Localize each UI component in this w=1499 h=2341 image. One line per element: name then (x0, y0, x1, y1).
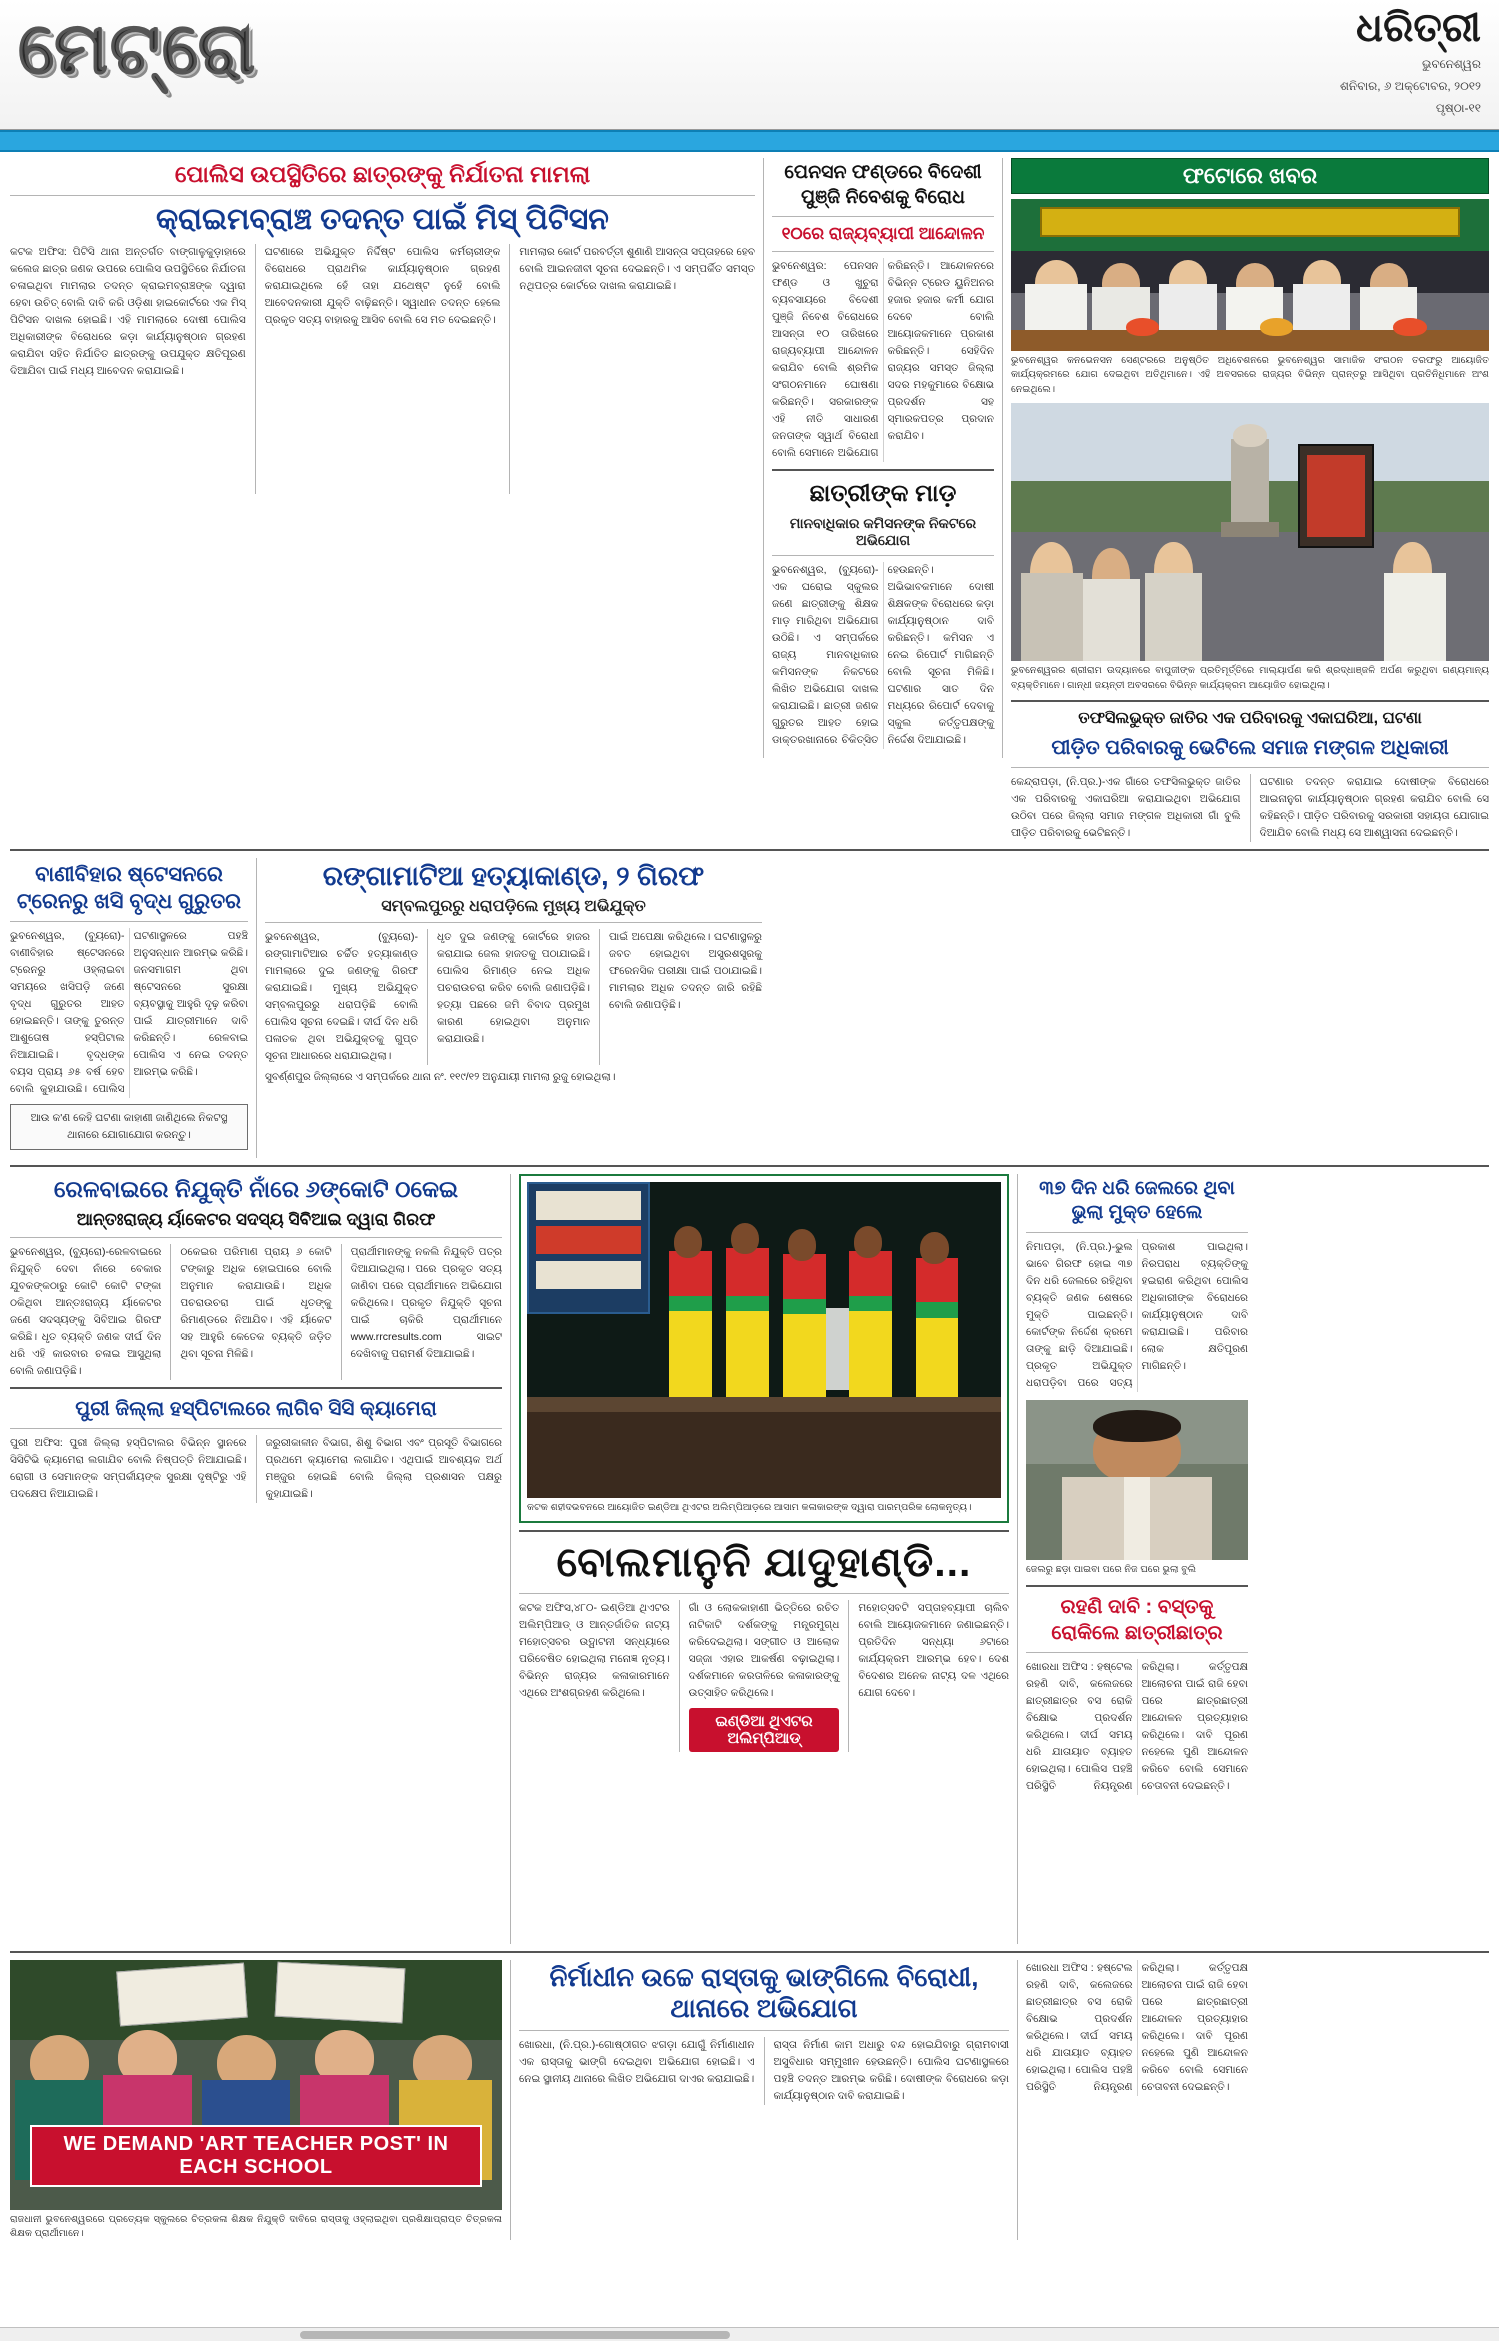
bottom-right-col (1026, 1960, 1248, 2242)
bottom-row (10, 1960, 1489, 2242)
cctv-col-1: ପୁରୀ ଅଫିସ: ପୁରୀ ଜିଲ୍ଲା ହସ୍ପିଟାଲର ବିଭିନ୍ନ ସ୍ଥାନରେ ସିସିଟିଭି କ୍ୟାମେରା ଲଗାଯିବ ବୋଲି ନିଷ୍ପତ୍ତି ନିଆଯାଇଛି। ରୋଗୀ ଓ ସେମାନଙ୍କ ସମ୍ପର୍କୀୟଙ୍କ ସୁରକ୍ଷା ଦୃଷ୍ଟିରୁ ଏହି ପଦକ୍ଷେପ ନିଆଯାଇଛି। (10, 1437, 247, 1501)
demand-body: ଖୋରଧା ଅଫିସ : ହଷ୍ଟେଲ ରହଣି ଦାବି, କଲେଜରେ ଛାତ୍ରୀଛାତ୍ର ବସ ରୋକି ବିକ୍ଷୋଭ ପ୍ରଦର୍ଶନ କରିଥିଲେ। ଦୀର୍ଘ ସମୟ ଧରି ଯାତାୟାତ ବ୍ୟାହତ ହୋଇଥିଲା। ପୋଲିସ ପହଞ୍ଚି ପରିସ୍ଥିତି ନିୟନ୍ତ୍ରଣ କରିଥିଲା। କର୍ତ୍ତୃପକ୍ଷ ଆଲୋଚନା ପାଇଁ ରାଜି ହେବା ପରେ ଛାତ୍ରଛାତ୍ରୀ ଆନ୍ଦୋଳନ ପ୍ରତ୍ୟାହାର କରିଥିଲେ। ଦାବି ପୂରଣ ନହେଲେ ପୁଣି ଆନ୍ଦୋଳନ କରିବେ ବୋଲି ସେମାନେ ଚେତାବନୀ ଦେଇଛନ୍ତି। (1026, 1660, 1248, 1792)
photo-man (1026, 1400, 1248, 1560)
page-content (0, 152, 1499, 2242)
protest-banner-text: WE DEMAND 'ART TEACHER POST' IN EACH SCHOOL (30, 2125, 483, 2187)
sc-col-1: କେନ୍ଦ୍ରାପଡ଼ା, (ନି.ପ୍ର.)-ଏକ ଗାଁରେ ତଫସିଲଭୁକ୍ତ ଜାତିର ଏକ ପରିବାରକୁ ଏକାଘରିଆ କରାଯାଇଥିବା ଅଭିଯୋଗ ଉଠିବା ପରେ ଜିଲ୍ଲା ସମାଜ ମଙ୍ଗଳ ଅଧିକାରୀ ଗାଁ ବୁଲି ପୀଡ଼ିତ ପରିବାରକୁ ଭେଟିଛନ୍ତି। (1011, 775, 1241, 839)
railway-body (10, 1244, 502, 1380)
caption-stage: କଟକ ଶହୀଦଭବନରେ ଆୟୋଜିତ ଇଣ୍ଡିଆ ଥିଏଟର ଅଲିମ୍ପିଆଡ଼ରେ ଆସାମ କଳାକାରଙ୍କ ଦ୍ୱାରା ପାରମ୍ପରିକ ଲୋକନୃତ୍ୟ। (527, 1501, 972, 1513)
lead-story-col (10, 158, 755, 842)
theatre-col-3: ମହୋତ୍ସବଟି ସପ୍ତାହବ୍ୟାପୀ ଚାଲିବ ବୋଲି ଆୟୋଜକମାନେ ଜଣାଇଛନ୍ତି। ପ୍ରତିଦିନ ସନ୍ଧ୍ୟା ୬ଟାରେ କାର୍ଯ୍ୟକ୍ରମ ଆରମ୍ଭ ହେବ। ଦେଶ ବିଦେଶର ଅନେକ ନାଟ୍ୟ ଦଳ ଏଥିରେ ଯୋଗ ଦେବେ। (858, 1602, 1010, 1700)
rangamatia-subhead: ସମ୍ବଲପୁରରୁ ଧରାପଡ଼ିଲେ ମୁଖ୍ୟ ଅଭିଯୁକ୍ତ (381, 898, 646, 916)
lead-col-2: ଘଟଣାରେ ଅଭିଯୁକ୍ତ ନିର୍ଦ୍ଦିଷ୍ଟ ପୋଲିସ କର୍ମଚାରୀଙ୍କ ବିରୋଧରେ ପ୍ରାଥମିକ କାର୍ଯ୍ୟାନୁଷ୍ଠାନ ଗ୍ରହଣ କରାଯାଇଥିଲେ ହେଁ ତାହା ଯଥେଷ୍ଟ ନୁହେଁ ବୋଲି ଆବେଦନକାରୀ ଯୁକ୍ତି ବାଢ଼ିଛନ୍ତି। ସ୍ୱାଧୀନ ତଦନ୍ତ ହେଲେ ପ୍ରକୃତ ସତ୍ୟ ବାହାରକୁ ଆସିବ ବୋଲି ସେ ମତ ଦେଇଛନ୍ତି। (264, 245, 501, 326)
third-row (10, 1174, 1489, 1944)
railway-headline: ରେଳବାଇରେ ନିଯୁକ୍ତି ନାଁରେ ୬ଙ୍କୋଟି ଠକେଇ (53, 1175, 459, 1202)
railway-col-3: ପ୍ରାର୍ଥୀମାନଙ୍କୁ ନକଲି ନିଯୁକ୍ତି ପତ୍ର ଦିଆଯାଇଥିଲା। ପରେ ପ୍ରକୃତ ସତ୍ୟ ଜାଣିବା ପରେ ପ୍ରାର୍ଥୀମାନେ ଅଭିଯୋଗ କରିଥିଲେ। ପ୍ରକୃତ ନିଯୁକ୍ତି ସୂଚନା ପାଇଁ ଚାକିରି ପ୍ରାର୍ଥୀମାନେ www.rrcresults.com ସାଇଟ ଦେଖିବାକୁ ପରାମର୍ଶ ଦିଆଯାଇଛି। (350, 1246, 502, 1361)
lead-col-1: କଟକ ଅଫିସ: ପିଟିସି ଥାନା ଅନ୍ତର୍ଗତ ବାଙ୍ଗାଳୁକୁଡ଼ାହାରେ କଲେଜ ଛାତ୍ର ଜଣକ ଉପରେ ପୋଲିସ ଉପସ୍ଥିତିରେ ନିର୍ଯାତନା ଚଳାଇଥିବା ମାମଲାର ତଦନ୍ତ କ୍ରାଇମବ୍ରାଞ୍ଚଙ୍କ ଦ୍ୱାରା ହେବା ଉଚିତ୍ ବୋଲି ଦାବି କରି ଓଡ଼ିଶା ହାଇକୋର୍ଟରେ ଏକ ମିସ୍ ପିଟିସନ ଦାଖଲ ହୋଇଛି। ଏହି ମାମଲାରେ ଦୋଷୀ ପୋଲିସ ଅଧିକାରୀଙ୍କ ବିରୋଧରେ କଡ଼ା କାର୍ଯ୍ୟାନୁଷ୍ଠାନ ଗ୍ରହଣ କରାଯିବା ସହିତ ନିର୍ଯାତିତ ଛାତ୍ରଙ୍କୁ ଉପଯୁକ୍ତ କ୍ଷତିପୂରଣ ଦିଆଯିବା ପାଇଁ ମଧ୍ୟ ଆବେଦନ କରାଯାଇଛି। (10, 245, 246, 377)
pension-headline: ପେନସନ ଫଣ୍ଡରେ ବିଦେଶୀ ପୁଞ୍ଜି ନିବେଶକୁ ବିରୋଧ (784, 162, 982, 208)
second-row (10, 858, 1489, 1158)
road-col (519, 1960, 1009, 2242)
caption-meeting: ଭୁବନେଶ୍ୱର କନଭେନସନ ସେଣ୍ଟରରେ ଅନୁଷ୍ଠିତ ଅଧିବେଶନରେ ଭୁବନେଶ୍ୱର ସାମାଜିକ ସଂଗଠନ ତରଫରୁ ଆୟୋଜିତ କାର୍ଯ୍ୟକ୍ରମରେ ଯୋଗ ଦେଇଥିବା ଅତିଥିମାନେ। ଏହି ଅବସରରେ ରାଜ୍ୟର ବିଭିନ୍ନ ପ୍ରାନ୍ତରୁ ଆସିଥିବା ପ୍ରତିନିଧିମାନେ ଅଂଶ ନେଇଥିଲେ। (1011, 355, 1489, 395)
brand-page: ପୃଷ୍ଠା-୧୧ (1435, 101, 1481, 115)
student-subhead: ମାନବାଧିକାର କମିସନଙ୍କ ନିକଟରେ ଅଭିଯୋଗ (789, 514, 977, 548)
theatre-col-1: କଟକ ଅଫିସ,୪୮୦- ଇଣ୍ଡିଆ ଥିଏଟର ଅଲିମ୍ପିଆଡ୍ ଓ ଆନ୍ତର୍ଜାତିକ ନାଟ୍ୟ ମହୋତ୍ସବର ଉଦ୍ଘାଟନୀ ସନ୍ଧ୍ୟାରେ ପରିବେଷିତ ହୋଇଥିଲା ମନୋଜ୍ଞ ନୃତ୍ୟ। ବିଭିନ୍ନ ରାଜ୍ୟର କଳାକାରମାନେ ଏଥିରେ ଅଂଶଗ୍ରହଣ କରିଥିଲେ। (519, 1602, 670, 1700)
brand-place: ଭୁବନେଶ୍ୱର (1422, 57, 1481, 71)
bottom-right-body: ଖୋରଧା ଅଫିସ : ହଷ୍ଟେଲ ରହଣି ଦାବି, କଲେଜରେ ଛାତ୍ରୀଛାତ୍ର ବସ ରୋକି ବିକ୍ଷୋଭ ପ୍ରଦର୍ଶନ କରିଥିଲେ। ଦୀର୍ଘ ସମୟ ଧରି ଯାତାୟାତ ବ୍ୟାହତ ହୋଇଥିଲା। ପୋଲିସ ପହଞ୍ଚି ପରିସ୍ଥିତି ନିୟନ୍ତ୍ରଣ କରିଥିଲା। କର୍ତ୍ତୃପକ୍ଷ ଆଲୋଚନା ପାଇଁ ରାଜି ହେବା ପରେ ଛାତ୍ରଛାତ୍ରୀ ଆନ୍ଦୋଳନ ପ୍ରତ୍ୟାହାର କରିଥିଲେ। ଦାବି ପୂରଣ ନହେଲେ ପୁଣି ଆନ୍ଦୋଳନ କରିବେ ବୋଲି ସେମାନେ ଚେତାବନୀ ଦେଇଛନ୍ତି। (1026, 1961, 1248, 2093)
blue-divider-bar (0, 130, 1499, 152)
banibihar-note-box: ଆଉ କ'ଣ କେହି ଘଟଣା କାହାଣୀ ଜାଣିଥିଲେ ନିକଟସ୍ଥ ଥାନାରେ ଯୋଗାଯୋଗ କରନ୍ତୁ। (10, 1104, 248, 1150)
caption-statue: ଭୁବନେଶ୍ୱରର ଶ୍ରୀରାମ ଉଦ୍ୟାନରେ ବାପୁଜୀଙ୍କ ପ୍ରତିମୂର୍ତ୍ତିରେ ମାଲ୍ୟାର୍ପଣ କରି ଶ୍ରଦ୍ଧାଞ୍ଜଳି ଅର୍ପଣ କରୁଥିବା ଗଣ୍ୟମାନ୍ୟ ବ୍ୟକ୍ତିମାନେ। ଗାନ୍ଧୀ ଜୟନ୍ତୀ ଅବସରରେ ବିଭିନ୍ନ କାର୍ଯ୍ୟକ୍ରମ ଆୟୋଜିତ ହୋଇଥିଲା। (1011, 665, 1489, 691)
banibihar-col (10, 858, 248, 1158)
theatre-tag: ଇଣ୍ଡିଆ ଥିଏଟର ଅଲିମ୍ପିଆଡ୍ (689, 1708, 840, 1752)
railway-col-2: ଠକେଇର ପରିମାଣ ପ୍ରାୟ ୬ କୋଟି ଟଙ୍କାରୁ ଅଧିକ ହୋଇପାରେ ବୋଲି ଅନୁମାନ କରାଯାଉଛି। ଅଧିକ ପଚରାଉଚରା ପାଇଁ ଧୃତଙ୍କୁ ରିମାଣ୍ଡରେ ନିଆଯିବ। ଏହି ର୍ୟାକେଟ ସହ ଆହୁରି କେତେକ ବ୍ୟକ୍ତି ଜଡ଼ିତ ଥିବା ସୂଚନା ମିଳିଛି। (180, 1246, 332, 1361)
theatre-col-2-wrap (689, 1600, 840, 1752)
jail-headline: ୩୭ ଦିନ ଧରି ଜେଲରେ ଥିବା ଭୁଲା ମୁକ୍ତ ହେଲେ (1039, 1177, 1235, 1224)
sc-headline: ତଫସିଲଭୁକ୍ତ ଜାତିର ଏକ ପରିବାରକୁ ଏକାଘରିଆ, ଘଟଣା (1078, 709, 1422, 727)
photo-meeting (1011, 199, 1489, 351)
lead-headline: କ୍ରାଇମବ୍ରାଞ୍ଚ ତଦନ୍ତ ପାଇଁ ମିସ୍ ପିଟିସନ (156, 202, 609, 236)
caption-man: ଜେଲରୁ ଛଡ଼ା ପାଇବା ପରେ ନିଜ ଘରେ ଭୁଲା ବୁଲି (1026, 1564, 1197, 1576)
theatre-feature-title: ବୋଲମାନୁନି ଯାଦୁହାଣ୍ଡି... (556, 1539, 972, 1586)
pension-subhead: ୧୦ରେ ରାଜ୍ୟବ୍ୟାପୀ ଆନ୍ଦୋଳନ (781, 224, 985, 244)
masthead (0, 0, 1499, 130)
theatre-col (519, 1174, 1009, 1944)
sc-headline2: ପୀଡ଼ିତ ପରିବାରକୁ ଭେଟିଲେ ସମାଜ ମଙ୍ଗଳ ଅଧିକାରୀ (1051, 736, 1449, 759)
student-body: ଭୁବନେଶ୍ୱର, (ବ୍ୟୁରୋ)-ଏକ ଘରୋଇ ସ୍କୁଲର ଜଣେ ଛାତ୍ରୀଙ୍କୁ ଶିକ୍ଷକ ମାଡ଼ ମାରିଥିବା ଅଭିଯୋଗ ଉଠିଛି। ଏ ସମ୍ପର୍କରେ ରାଜ୍ୟ ମାନବାଧିକାର କମିସନଙ୍କ ନିକଟରେ ଲିଖିତ ଅଭିଯୋଗ ଦାଖଲ କରାଯାଇଛି। ଛାତ୍ରୀ ଜଣକ ଗୁରୁତର ଆହତ ହୋଇ ଡାକ୍ତରଖାନାରେ ଚିକିତ୍ସିତ ହେଉଛନ୍ତି। ଅଭିଭାବକମାନେ ଦୋଷୀ ଶିକ୍ଷକଙ୍କ ବିରୋଧରେ କଡ଼ା କାର୍ଯ୍ୟାନୁଷ୍ଠାନ ଦାବି କରିଛନ୍ତି। କମିସନ ଏ ନେଇ ରିପୋର୍ଟ ମାଗିଛନ୍ତି ବୋଲି ସୂଚନା ମିଳିଛି। ଘଟଣାର ସାତ ଦିନ ମଧ୍ୟରେ ରିପୋର୍ଟ ଦେବାକୁ ସ୍କୁଲ କର୍ତ୍ତୃପକ୍ଷଙ୍କୁ ନିର୍ଦ୍ଦେଶ ଦିଆଯାଇଛି। (772, 563, 994, 746)
cctv-headline: ପୁରୀ ଜିଲ୍ଲା ହସ୍ପିଟାଲରେ ଲାଗିବ ସିସି କ୍ୟାମେରା (75, 1398, 437, 1421)
theatre-col-2: ଗାଁ ଓ ଲୋକକାହାଣୀ ଭିତ୍ତିରେ ରଚିତ ନାଟିକାଟି ଦର୍ଶକଙ୍କୁ ମନ୍ତ୍ରମୁଗ୍ଧ କରିଦେଇଥିଲା। ସଙ୍ଗୀତ ଓ ଆଲୋକ ସଜ୍ଜା ଏହାର ଆକର୍ଷଣ ବଢ଼ାଇଥିଲା। ଦର୍ଶକମାନେ କରତାଳିରେ କଳାକାରଙ୍କୁ ଉତ୍ସାହିତ କରିଥିଲେ। (688, 1602, 840, 1700)
protest-photo-col (10, 1960, 502, 2242)
metro-logo: ମେଟ୍ରୋ (18, 9, 258, 89)
lead-col-3: ମାମଲାର କୋର୍ଟ ପରବର୍ତ୍ତୀ ଶୁଣାଣି ଆସନ୍ତା ସପ୍ତାହରେ ହେବ ବୋଲି ଆଇନଜୀବୀ ସୂଚନା ଦେଇଛନ୍ତି। ଏ ସମ୍ପର୍କିତ ସମସ୍ତ ନଥିପତ୍ର କୋର୍ଟରେ ଦାଖଲ କରାଯାଇଛି। (519, 245, 756, 292)
railway-headline2: ଆନ୍ତଃରାଜ୍ୟ ର୍ୟାକେଟର ସଦସ୍ୟ ସିବିଆଇ ଦ୍ୱାରା ଗିରଫ (76, 1210, 436, 1230)
scrollbar-thumb[interactable] (300, 2331, 730, 2339)
theatre-photo-box (519, 1174, 1009, 1523)
rangamatia-body (265, 929, 762, 1065)
brand-name: ଧରିତ୍ରୀ (1356, 6, 1481, 50)
banibihar-body: ଭୁବନେଶ୍ୱର, (ବ୍ୟୁରୋ)-ବାଣୀବିହାର ଷ୍ଟେସନରେ ଟ୍ରେନରୁ ଓହ୍ଲାଇବା ସମୟରେ ଖସିପଡ଼ି ଜଣେ ବୃଦ୍ଧ ଗୁରୁତର ଆହତ ହୋଇଛନ୍ତି। ତାଙ୍କୁ ତୁରନ୍ତ ଆଶୁତୋଷ ହସ୍ପିଟାଲ ନିଆଯାଇଛି। ବୃଦ୍ଧଙ୍କ ବୟସ ପ୍ରାୟ ୬୫ ବର୍ଷ ହେବ ବୋଲି କୁହାଯାଉଛି। ପୋଲିସ ଘଟଣାସ୍ଥଳରେ ପହଞ୍ଚି ଅନୁସନ୍ଧାନ ଆରମ୍ଭ କରିଛି। ଜନସମାଗମ ଥିବା ଷ୍ଟେସନରେ ସୁରକ୍ଷା ବ୍ୟବସ୍ଥାକୁ ଆହୁରି ଦୃଢ଼ କରିବା ପାଇଁ ଯାତ୍ରୀମାନେ ଦାବି କରିଛନ୍ତି। ରେଳବାଇ ପୋଲିସ ଏ ନେଇ ତଦନ୍ତ ଆରମ୍ଭ କରିଛି। (10, 930, 248, 1096)
brand-date: ଶନିବାର, ୬ ଅକ୍ଟୋବର, ୨୦୧୨ (1340, 79, 1481, 93)
caption-protest: ରାଜଧାନୀ ଭୁବନେଶ୍ୱରରେ ପ୍ରତ୍ୟେକ ସ୍କୁଲରେ ଚିତ୍ରକଳା ଶିକ୍ଷକ ନିଯୁକ୍ତି ଦାବିରେ ରାସ୍ତାକୁ ଓହ୍ଲାଇଥିବା ପ୍ରଶିକ୍ଷାପ୍ରାପ୍ତ ଚିତ୍ରକଳା ଶିକ୍ଷକ ପ୍ରାର୍ଥୀମାନେ। (10, 2213, 502, 2240)
rangamatia-col-2: ଧୃତ ଦୁଇ ଜଣଙ୍କୁ କୋର୍ଟରେ ହାଜର କରାଯାଇ ଜେଲ ହାଜତକୁ ପଠାଯାଇଛି। ପୋଲିସ ରିମାଣ୍ଡ ନେଇ ଅଧିକ ପଚରାଉଚରା କରିବ ବୋଲି ଜଣାପଡ଼ିଛି। ହତ୍ୟା ପଛରେ ଜମି ବିବାଦ ପ୍ରମୁଖ କାରଣ ହୋଇଥିବା ଅନୁମାନ କରାଯାଉଛି। (437, 931, 590, 1046)
photo-stage (527, 1182, 1001, 1498)
pension-body: ଭୁବନେଶ୍ୱର: ପେନସନ ଫଣ୍ଡ ଓ ଖୁଚୁରା ବ୍ୟବସାୟରେ ବିଦେଶୀ ପୁଞ୍ଜି ନିବେଶ ବିରୋଧରେ ଆସନ୍ତା ୧୦ ତାରିଖରେ ରାଜ୍ୟବ୍ୟାପୀ ଆନ୍ଦୋଳନ କରାଯିବ ବୋଲି ଶ୍ରମିକ ସଂଗଠନମାନେ ଘୋଷଣା କରିଛନ୍ତି। ସରକାରଙ୍କ ଏହି ନୀତି ସାଧାରଣ ଜନତାଙ୍କ ସ୍ୱାର୍ଥ ବିରୋଧୀ ବୋଲି ସେମାନେ ଅଭିଯୋଗ କରିଛନ୍ତି। ଆନ୍ଦୋଳନରେ ବିଭିନ୍ନ ଟ୍ରେଡ ୟୁନିଅନର ହଜାର ହଜାର କର୍ମୀ ଯୋଗ ଦେବେ ବୋଲି ଆୟୋଜକମାନେ ପ୍ରକାଶ କରିଛନ୍ତି। ସେହିଦିନ ରାଜ୍ୟର ସମସ୍ତ ଜିଲ୍ଲା ସଦର ମହକୁମାରେ ବିକ୍ଷୋଭ ପ୍ରଦର୍ଶନ ସହ ସ୍ମାରକପତ୍ର ପ୍ରଦାନ କରାଯିବ। (772, 260, 994, 460)
demand-headline: ରହଣି ଦାବି : ବସ୍ତକୁ ରୋକିଲେ ଛାତ୍ରୀଛାତ୍ର (1051, 1595, 1223, 1644)
rangamatia-footer: ସୁବର୍ଣ୍ଣପୁର ଜିଲ୍ଲାରେ ଏ ସମ୍ପର୍କରେ ଥାନା ନଂ. ୧୧୯/୧୨ ଅନୁଯାୟୀ ମାମଲା ରୁଜୁ ହୋଇଥିଲା। (265, 1071, 616, 1084)
rangamatia-col-3: ପାଇଁ ଅପେକ୍ଷା କରିଥିଲେ। ଘଟଣାସ୍ଥଳରୁ ଜବତ ହୋଇଥିବା ଅସ୍ତ୍ରଶସ୍ତ୍ରକୁ ଫରେନସିକ ପରୀକ୍ଷା ପାଇଁ ପଠାଯାଇଛି। ମାମଲାର ଅଧିକ ତଦନ୍ତ ଜାରି ରହିଛି ବୋଲି ଜଣାପଡ଼ିଛି। (609, 931, 762, 1012)
sc-col-2: ଘଟଣାର ତଦନ୍ତ କରାଯାଇ ଦୋଷୀଙ୍କ ବିରୋଧରେ ଆଇନାନୁଗ କାର୍ଯ୍ୟାନୁଷ୍ଠାନ ଗ୍ରହଣ କରାଯିବ ବୋଲି ସେ କହିଛନ୍ତି। ପୀଡ଼ିତ ପରିବାରକୁ ସରକାରୀ ସହାୟତା ଯୋଗାଇ ଦିଆଯିବ ବୋଲି ମଧ୍ୟ ସେ ଆଶ୍ୱାସନା ଦେଇଛନ୍ତି। (1259, 775, 1489, 839)
sc-body (1011, 774, 1489, 842)
photo-statue (1011, 403, 1489, 661)
cctv-body (10, 1435, 502, 1503)
railway-col-1: ଭୁବନେଶ୍ୱର, (ବ୍ୟୁରୋ)-ରେଳବାଇରେ ନିଯୁକ୍ତି ଦେବା ନାଁରେ ବେକାର ଯୁବକଙ୍କଠାରୁ କୋଟି କୋଟି ଟଙ୍କା ଠକିଥିବା ଆନ୍ତଃରାଜ୍ୟ ର୍ୟାକେଟର ଜଣେ ସଦସ୍ୟଙ୍କୁ ସିବିଆଇ ଗିରଫ କରିଛି। ଧୃତ ବ୍ୟକ୍ତି ଜଣକ ଦୀର୍ଘ ଦିନ ଧରି ଏହି କାରବାର ଚଳାଇ ଆସୁଥିଲା ବୋଲି ଜଣାପଡ଼ିଛି। (10, 1246, 162, 1378)
photo-section-header: ଫଟୋରେ ଖବର (1011, 158, 1489, 194)
cctv-col-2: ଜରୁରୀକାଳୀନ ବିଭାଗ, ଶିଶୁ ବିଭାଗ ଏବଂ ପ୍ରସୂତି ବିଭାଗରେ ପ୍ରଥମେ କ୍ୟାମେରା ଲଗାଯିବ। ଏଥିପାଇଁ ଆବଶ୍ୟକ ଅର୍ଥ ମଞ୍ଜୁର ହୋଇଛି ବୋଲି ଜିଲ୍ଲା ପ୍ରଶାସନ ପକ୍ଷରୁ କୁହାଯାଇଛି। (265, 1437, 502, 1501)
right-col (1026, 1174, 1248, 1944)
rangamatia-col (265, 858, 762, 1158)
student-headline: ଛାତ୍ରୀଙ୍କ ମାଡ଼ (809, 480, 957, 508)
rangamatia-col-1: ଭୁବନେଶ୍ୱର, (ବ୍ୟୁରୋ)-ରଙ୍ଗାମାଟିଆର ଚର୍ଚ୍ଚିତ ହତ୍ୟାକାଣ୍ଡ ମାମଲାରେ ଦୁଇ ଜଣଙ୍କୁ ଗିରଫ କରାଯାଇଛି। ମୁଖ୍ୟ ଅଭିଯୁକ୍ତ ସମ୍ବଲପୁରରୁ ଧରାପଡ଼ିଛି ବୋଲି ପୋଲିସ ସୂଚନା ଦେଇଛି। ଦୀର୍ଘ ଦିନ ଧରି ପଳାତକ ଥିବା ଅଭିଯୁକ୍ତକୁ ଗୁପ୍ତ ସୂଚନା ଆଧାରରେ ଧରାଯାଇଥିଲା। (265, 931, 418, 1063)
horizontal-scrollbar[interactable] (0, 2327, 1499, 2341)
road-headline: ନିର୍ମାଧୀନ ଉଚ୍ଚେ ରାସ୍ତାକୁ ଭାଙ୍ଗିଲେ ବିରୋଧୀ, ଥାନାରେ ଅଭିଯୋଗ (549, 1961, 979, 2023)
photo-protest (10, 1960, 502, 2210)
road-body (519, 2037, 1009, 2105)
theatre-body (519, 1600, 1009, 1752)
pension-col (772, 158, 994, 842)
brand-block (1340, 6, 1481, 117)
top-row (10, 158, 1489, 842)
lead-kicker: ପୋଲିସ ଉପସ୍ଥିତିରେ ଛାତ୍ରଙ୍କୁ ନିର୍ଯାତନା ମାମଲା (174, 161, 591, 187)
jail-body: ନିମାପଡ଼ା, (ନି.ପ୍ର.)-ଭୁଲ ଭାବେ ଗିରଫ ହୋଇ ୩୭ ଦିନ ଧରି ଜେଲରେ ରହିଥିବା ବ୍ୟକ୍ତି ଜଣକ ଶେଷରେ ମୁକ୍ତି ପାଇଛନ୍ତି। କୋର୍ଟଙ୍କ ନିର୍ଦ୍ଦେଶ କ୍ରମେ ତାଙ୍କୁ ଛାଡ଼ି ଦିଆଯାଇଛି। ପ୍ରକୃତ ଅଭିଯୁକ୍ତ ଧରାପଡ଼ିବା ପରେ ସତ୍ୟ ପ୍ରକାଶ ପାଇଥିଲା। ନିରପରାଧ ବ୍ୟକ୍ତିଙ୍କୁ ହଇରାଣ କରିଥିବା ପୋଲିସ ଅଧିକାରୀଙ୍କ ବିରୋଧରେ କାର୍ଯ୍ୟାନୁଷ୍ଠାନ ଦାବି କରାଯାଇଛି। ପରିବାର ଲୋକ କ୍ଷତିପୂରଣ ମାଗିଛନ୍ତି। (1026, 1241, 1248, 1390)
photo-news-col (1011, 158, 1489, 842)
road-col-2: ରାସ୍ତା ନିର୍ମାଣ କାମ ଅଧାରୁ ବନ୍ଦ ହୋଇଯିବାରୁ ଗ୍ରାମବାସୀ ଅସୁବିଧାର ସମ୍ମୁଖୀନ ହେଉଛନ୍ତି। ପୋଲିସ ଘଟଣାସ୍ଥଳରେ ପହଞ୍ଚି ତଦନ୍ତ ଆରମ୍ଭ କରିଛି। ଦୋଷୀଙ୍କ ବିରୋଧରେ କଡ଼ା କାର୍ଯ୍ୟାନୁଷ୍ଠାନ ଦାବି କରାଯାଇଛି। (773, 2039, 1009, 2103)
railway-col (10, 1174, 502, 1944)
lead-body (10, 244, 755, 494)
rangamatia-headline: ରଙ୍ଗାମାଟିଆ ହତ୍ୟାକାଣ୍ଡ, ୨ ଗିରଫ (322, 860, 705, 891)
banibihar-headline: ବାଣୀବିହାର ଷ୍ଟେସନରେ ଟ୍ରେନରୁ ଖସି ବୃଦ୍ଧ ଗୁରୁତର (16, 862, 242, 914)
road-col-1: ଖୋରଧା, (ନି.ପ୍ର.)-ଗୋଷ୍ଠୀଗତ ଝଗଡ଼ା ଯୋଗୁଁ ନିର୍ମାଣାଧୀନ ଏକ ରାସ୍ତାକୁ ଭାଙ୍ଗି ଦେଇଥିବା ଅଭିଯୋଗ ହୋଇଛି। ଏ ନେଇ ସ୍ଥାନୀୟ ଥାନାରେ ଲିଖିତ ଅଭିଯୋଗ ଦାଏର କରାଯାଇଛି। (519, 2039, 755, 2086)
